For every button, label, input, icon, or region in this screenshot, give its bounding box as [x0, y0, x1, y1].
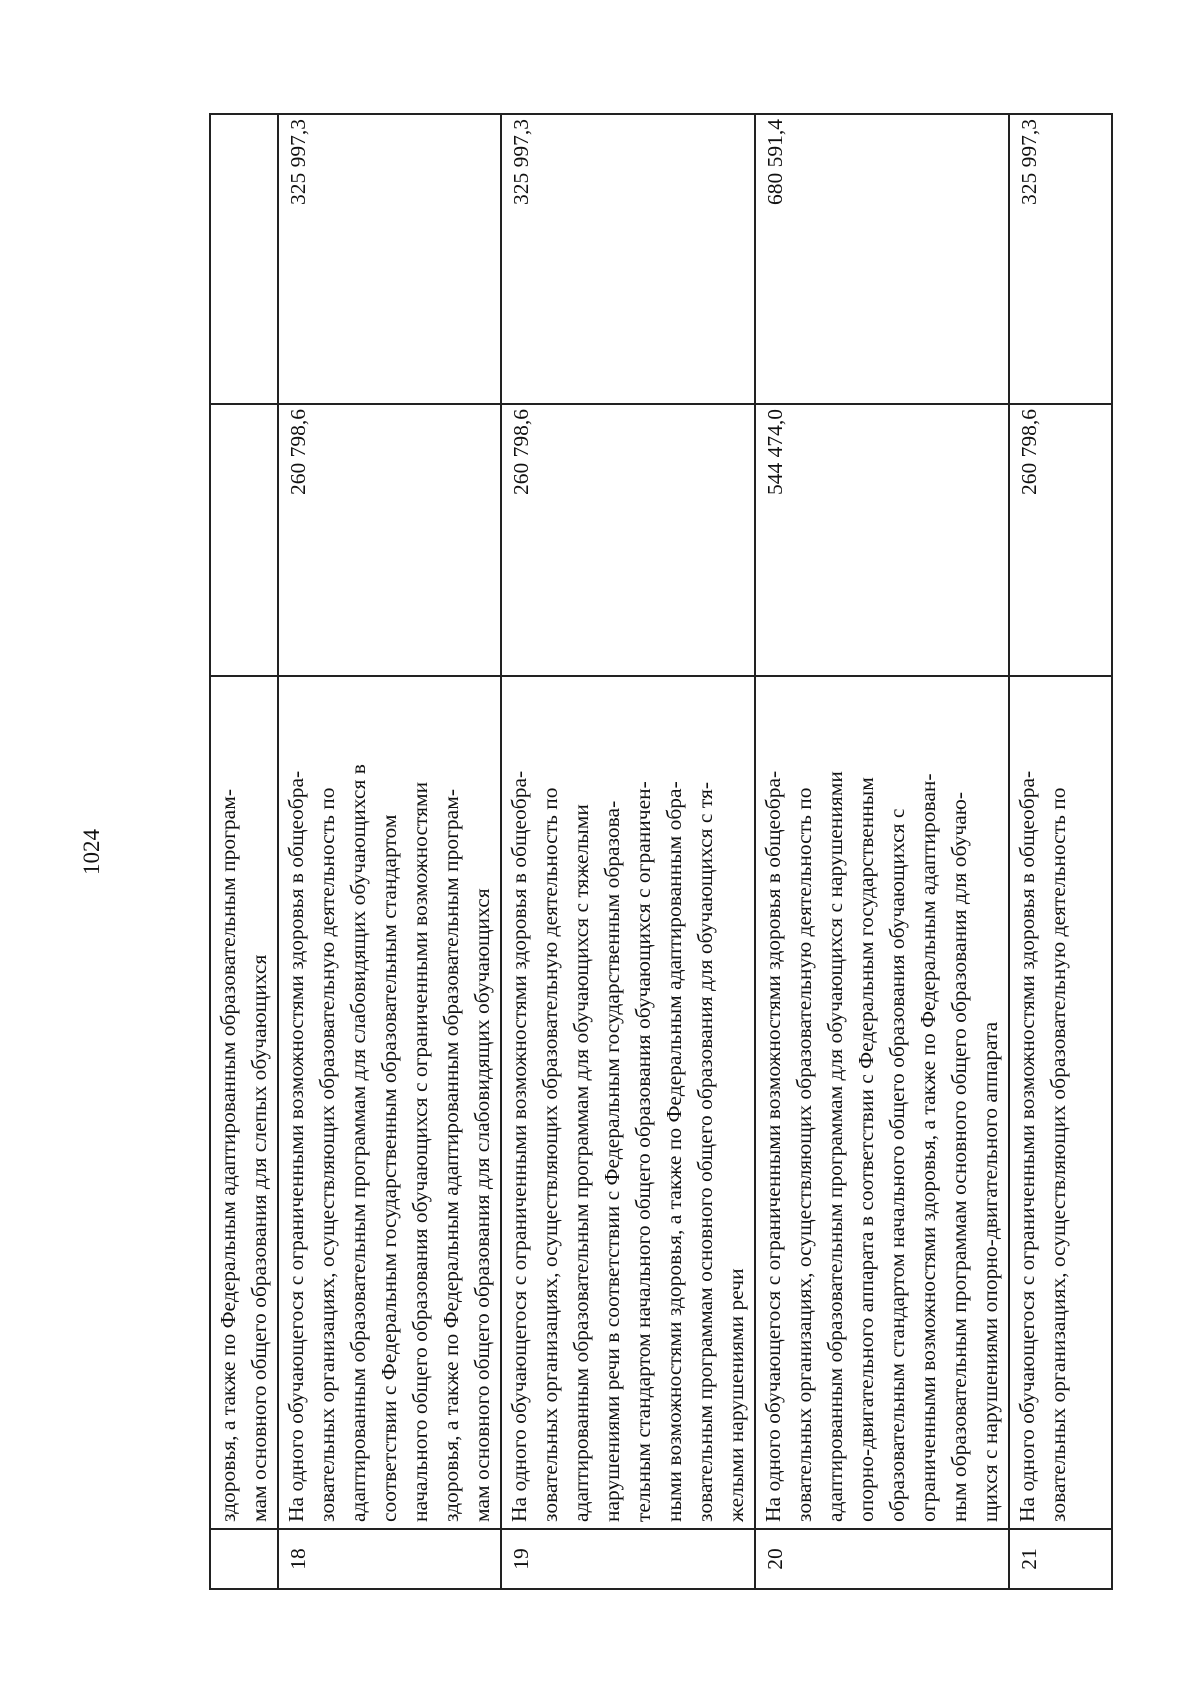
description-line: адаптированным образовательным программам для обучающихся с нарушениями [823, 771, 847, 1522]
document-table-wrapper [209, 115, 1089, 1590]
description-line: опорно-двигательного аппарата в соответствии с Федеральным государственным [854, 777, 878, 1522]
row-description [501, 676, 755, 1529]
description-line: зовательных организациях, осуществляющих образовательную деятельность по [792, 787, 816, 1522]
description-line: На одного обучающегося с ограниченными возможностями здоровья в общеобра- [284, 770, 308, 1522]
row-value-2: 325 997,3 [1009, 114, 1112, 404]
description-line: тельным стандартом начального общего образования обучающихся с ограничен- [631, 781, 655, 1522]
description-line: зовательных организациях, осуществляющих образовательную деятельность по [315, 787, 339, 1522]
description-line: нарушениями речи в соответствии с Федеральным государственным образова- [600, 800, 624, 1522]
row-value-1: 260 798,6 [501, 404, 755, 676]
description-line: ными возможностями здоровья, а также по Федеральным адаптированным обра- [662, 781, 686, 1522]
row-description [755, 676, 1009, 1529]
description-line: мам основного общего образования для слабовидящих обучающихся [470, 888, 494, 1522]
row-number: 21 [1009, 1529, 1112, 1589]
description-line: образовательным стандартом начального общего образования обучающихся с [885, 808, 909, 1522]
row-value-1: 544 474,0 [755, 404, 1009, 676]
description-line: здоровья, а также по Федеральным адаптированным образовательным програм- [439, 789, 463, 1522]
description-line: желыми нарушениями речи [724, 1268, 748, 1522]
row-description [1009, 676, 1112, 1529]
description-line: ным образовательным программам основного общего образования для обучаю- [947, 791, 971, 1522]
row-value-2: 325 997,3 [278, 114, 501, 404]
description-line: адаптированным образовательным программам для слабовидящих обучающихся в [346, 764, 370, 1522]
row-number: 18 [278, 1529, 501, 1589]
description-line: зовательных организациях, осуществляющих образовательную деятельность по [1046, 787, 1070, 1522]
row-value-2 [210, 114, 278, 404]
row-value-2: 325 997,3 [501, 114, 755, 404]
table-row [501, 114, 755, 1589]
description-line: щихся с нарушениями опорно-двигательного аппарата [978, 1021, 1002, 1522]
row-value-2: 680 591,4 [755, 114, 1009, 404]
table-row [210, 114, 278, 1589]
description-line: зовательным программам основного общего образования для обучающихся с тя- [693, 781, 717, 1522]
description-line: На одного обучающегося с ограниченными возможностями здоровья в общеобра- [761, 770, 785, 1522]
budget-norms-table [209, 113, 1113, 1590]
description-line: На одного обучающегося с ограниченными возможностями здоровья в общеобра- [507, 770, 531, 1522]
table-row [755, 114, 1009, 1589]
description-line: ограниченными возможностями здоровья, а также по Федеральным адаптирован- [916, 773, 940, 1522]
description-line: адаптированным образовательным программам для обучающихся с тяжелыми [569, 804, 593, 1522]
row-description [278, 676, 501, 1529]
description-line: На одного обучающегося с ограниченными возможностями здоровья в общеобра- [1015, 770, 1039, 1522]
description-line: мам основного общего образования для слепых обучающихся [247, 954, 271, 1522]
table-row [278, 114, 501, 1589]
description-line: зовательных организациях, осуществляющих образовательную деятельность по [538, 787, 562, 1522]
row-value-1: 260 798,6 [1009, 404, 1112, 676]
description-line: начального общего образования обучающихся с ограниченными возможностями [408, 781, 432, 1522]
row-number: 19 [501, 1529, 755, 1589]
description-line: здоровья, а также по Федеральным адаптированным образовательным програм- [216, 789, 240, 1522]
row-description [210, 676, 278, 1529]
row-value-1: 260 798,6 [278, 404, 501, 676]
row-number [210, 1529, 278, 1589]
table-row [1009, 114, 1112, 1589]
description-line: соответствии с Федеральным государственным образовательным стандартом [377, 814, 401, 1522]
row-value-1 [210, 404, 278, 676]
row-number: 20 [755, 1529, 1009, 1589]
page-number: 1024 [79, 829, 104, 875]
